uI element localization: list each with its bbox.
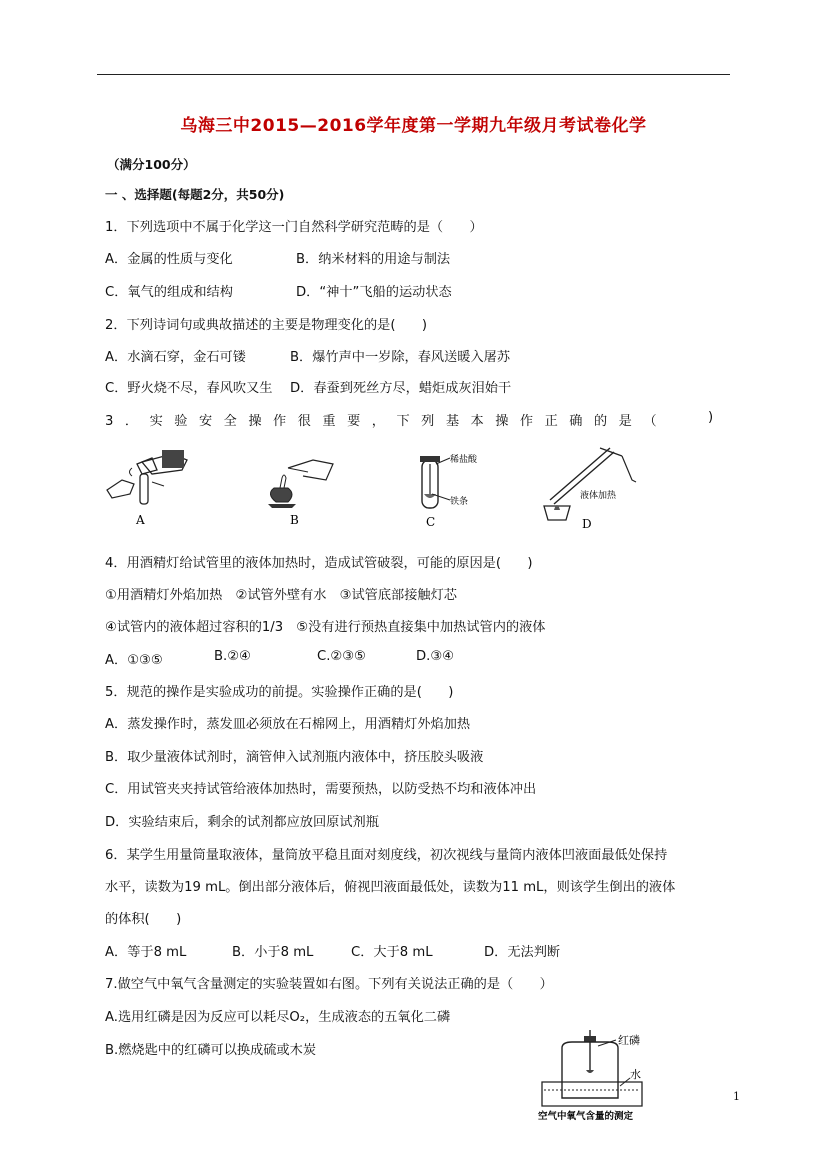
question-5-option-a: A．蒸发操作时，蒸发皿必须放在石棉网上，用酒精灯外焰加热 xyxy=(105,717,471,732)
question-4-option-a: A．①③⑤ xyxy=(105,653,163,668)
question-2-stem: 2．下列诗词句或典故描述的主要是物理变化的是( ) xyxy=(105,318,427,333)
question-6-stem-line-1: 6．某学生用量筒量取液体，量筒放平稳且面对刻度线，初次视线与量筒内液体凹液面最低处保持 xyxy=(105,848,668,863)
question-7-option-a: A.选用红磷是因为反应可以耗尽O₂，生成液态的五氧化二磷 xyxy=(105,1010,451,1025)
section-heading: 一 、选择题(每题2分，共50分) xyxy=(105,187,285,202)
figure-c-iron-label: 铁条 xyxy=(450,497,469,507)
figure-d-heat-label: 液体加热 xyxy=(580,491,617,501)
question-1-stem: 1．下列选项中不属于化学这一门自然科学研究范畴的是（ ） xyxy=(105,220,483,235)
question-1-option-c: C．氧气的组成和结构 xyxy=(105,285,233,300)
question-3-stem: 3．实验安全操作很重要，下列基本操作正确的是（ xyxy=(105,414,669,429)
figure-water-label: 水 xyxy=(630,1068,641,1081)
question-2-option-d: D．春蚕到死丝方尽，蜡炬成灰泪始干 xyxy=(290,381,512,396)
question-6-option-c: C．大于8 mL xyxy=(351,945,433,960)
question-5-option-b: B．取少量液体试剂时，滴管伸入试剂瓶内液体中，挤压胶头吸液 xyxy=(105,750,484,765)
figure-a-pouring-liquid xyxy=(102,442,197,532)
figure-caption: 空气中氧气含量的测定 xyxy=(538,1111,634,1122)
question-6-option-d: D．无法判断 xyxy=(484,945,561,960)
question-2-option-a: A．水滴石穿，金石可镂 xyxy=(105,350,246,365)
question-1-option-a: A．金属的性质与变化 xyxy=(105,252,233,267)
figure-c-test-tube xyxy=(410,450,500,530)
figure-b-label: B xyxy=(290,513,299,527)
question-4-option-d: D.③④ xyxy=(416,649,454,664)
question-5-option-c: C．用试管夹夹持试管给液体加热时，需要预热，以防受热不均和液体冲出 xyxy=(105,782,537,797)
figure-c-acid-label: 稀盐酸 xyxy=(450,455,478,465)
header-rule xyxy=(97,74,730,75)
question-1-option-d: D．“神十”飞船的运动状态 xyxy=(296,285,452,300)
question-4-stem: 4．用酒精灯给试管里的液体加热时，造成试管破裂，可能的原因是( ) xyxy=(105,556,533,571)
question-6-option-a: A．等于8 mL xyxy=(105,945,187,960)
question-5-option-d: D．实验结束后，剩余的试剂都应放回原试剂瓶 xyxy=(105,815,379,830)
question-4-option-b: B.②④ xyxy=(214,649,251,664)
question-5-stem: 5．规范的操作是实验成功的前提。实验操作正确的是( ) xyxy=(105,685,454,700)
question-7-option-b: B.燃烧匙中的红磷可以换成硫或木炭 xyxy=(105,1043,317,1058)
question-4-option-c: C.②③⑤ xyxy=(317,649,366,664)
figure-d-label: D xyxy=(582,517,592,531)
figure-c-label: C xyxy=(426,515,436,529)
question-6-option-b: B．小于8 mL xyxy=(232,945,314,960)
figure-red-phosphorus-label: 红磷 xyxy=(618,1034,640,1047)
question-3-paren-close: ) xyxy=(708,410,714,425)
question-1-option-b: B．纳米材料的用途与制法 xyxy=(296,252,451,267)
question-7-stem: 7.做空气中氧气含量测定的实验装置如右图。下列有关说法正确的是（ ） xyxy=(105,977,553,992)
figure-b-lighting-lamp xyxy=(248,450,348,530)
score-note: （满分100分） xyxy=(107,157,196,172)
question-4-statements-2: ④试管内的液体超过容积的1/3 ⑤没有进行预热直接集中加热试管内的液体 xyxy=(105,620,546,635)
exam-title: 乌海三中2015—2016学年度第一学期九年级月考试卷化学 xyxy=(180,116,647,136)
question-2-option-c: C．野火烧不尽，春风吹又生 xyxy=(105,381,273,396)
question-6-stem-line-3: 的体积( ) xyxy=(105,912,182,927)
question-2-option-b: B．爆竹声中一岁除，春风送暖入屠苏 xyxy=(290,350,511,365)
figure-oxygen-content-apparatus xyxy=(532,1026,662,1122)
question-4-statements-1: ①用酒精灯外焰加热 ②试管外壁有水 ③试管底部接触灯芯 xyxy=(105,588,457,603)
figure-d-heating-liquid xyxy=(540,440,650,532)
question-6-stem-line-2: 水平，读数为19 mL。倒出部分液体后，俯视凹液面最低处，读数为11 mL，则该学生倒出的液体 xyxy=(105,880,676,895)
figure-a-label: A xyxy=(136,513,145,527)
page-number: 1 xyxy=(733,1090,740,1103)
